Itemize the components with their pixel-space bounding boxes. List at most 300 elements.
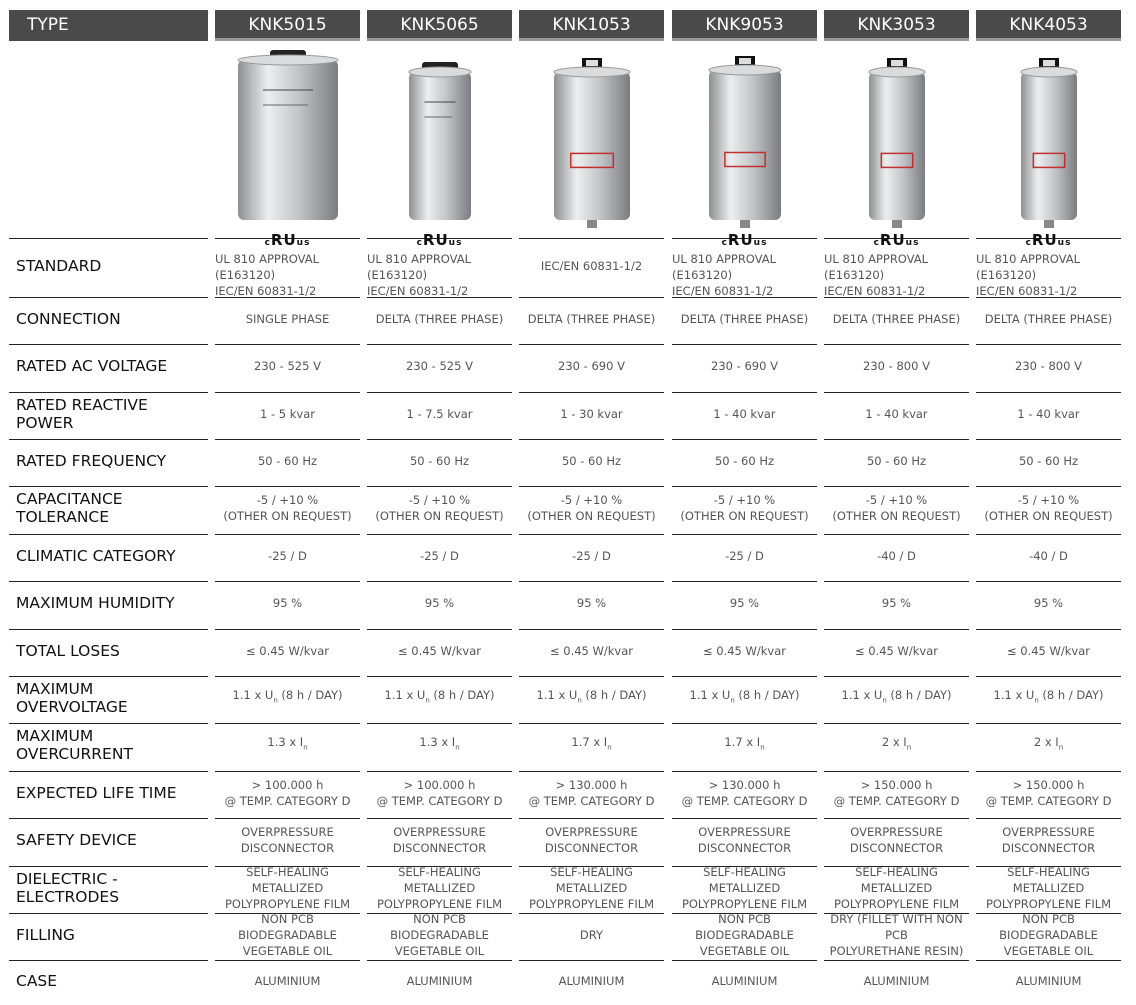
- value-cell: [824, 486, 969, 529]
- value-cell: [824, 629, 969, 671]
- value-cell: [367, 818, 512, 861]
- ul-certification-mark: [265, 232, 311, 251]
- cell-line: > 130.000 h: [708, 777, 781, 792]
- product-image: [976, 48, 1121, 228]
- subscript: n: [1034, 696, 1039, 705]
- subscript: n: [760, 743, 765, 752]
- value-cell: [976, 581, 1121, 624]
- value-cell: [824, 864, 969, 911]
- value-suffix: (8 h / DAY): [886, 687, 952, 702]
- ul-mark-us: us: [448, 238, 463, 248]
- cell-line: ALUMINIUM: [711, 973, 778, 988]
- value-cell: [519, 344, 664, 387]
- value-cell: [215, 439, 360, 481]
- value-cell: [519, 818, 664, 861]
- cell-line: ≤ 0.45 W/kvar: [245, 643, 330, 658]
- capacitor-image: [549, 48, 635, 228]
- cell-line: UL 810 APPROVAL (E163120): [215, 252, 320, 282]
- value-cell: [672, 771, 817, 813]
- row-label: CAPACITANCE TOLERANCE: [9, 486, 208, 529]
- row-label: MAXIMUM HUMIDITY: [9, 581, 208, 624]
- value-cell: [976, 534, 1121, 576]
- value-cell: [519, 439, 664, 481]
- cell-line: UL 810 APPROVAL (E163120): [824, 252, 929, 282]
- cell-line: -5 / +10 %: [865, 493, 928, 507]
- value-cell: [215, 486, 360, 529]
- cell-line: POLYPROPYLENE FILM: [376, 896, 503, 911]
- value-cell: [367, 676, 512, 718]
- ul-certification-mark: [417, 232, 463, 251]
- cell-line: [882, 734, 911, 755]
- value-cell: [519, 913, 664, 955]
- cell-line: > 100.000 h: [251, 777, 324, 792]
- cell-line: SELF-HEALING METALLIZED: [550, 864, 633, 895]
- cell-line: 95 %: [424, 596, 455, 610]
- cell-line: 50 - 60 Hz: [866, 453, 927, 468]
- cell-line: ALUMINIUM: [558, 973, 625, 988]
- subscript: n: [303, 743, 308, 752]
- value-suffix: (8 h / DAY): [581, 687, 647, 702]
- cell-line: @ TEMP. CATEGORY D: [985, 793, 1112, 808]
- cell-line: VEGETABLE OIL: [699, 943, 790, 958]
- cell-line: (OTHER ON REQUEST): [527, 509, 656, 523]
- cell-line: (OTHER ON REQUEST): [223, 509, 352, 523]
- cell-line: NON PCB BIODEGRADABLE: [695, 911, 794, 942]
- value-cell: [976, 771, 1121, 813]
- ul-mark-ru: RU: [1031, 231, 1058, 249]
- value-cell: [672, 439, 817, 481]
- cell-line: ≤ 0.45 W/kvar: [702, 643, 787, 658]
- cell-line: OVERPRESSURE: [698, 825, 791, 839]
- cell-line: @ TEMP. CATEGORY D: [376, 793, 503, 808]
- value-cell: [215, 676, 360, 718]
- value-text: 1.1 x U: [232, 687, 274, 702]
- ul-mark-c: c: [264, 238, 271, 248]
- subscript: n: [607, 743, 612, 752]
- ul-mark-ru: RU: [879, 231, 906, 249]
- cell-line: IEC/EN 60831-1/2: [367, 284, 469, 298]
- cell-line: DELTA (THREE PHASE): [832, 311, 961, 326]
- value-cell: [367, 344, 512, 387]
- value-cell: [367, 581, 512, 624]
- cell-line: -25 / D: [725, 548, 764, 563]
- value-text: 1.1 x U: [384, 687, 426, 702]
- cell-line: [724, 734, 764, 755]
- cell-line: OVERPRESSURE: [393, 825, 486, 839]
- cell-line: DISCONNECTOR: [392, 841, 487, 855]
- value-cell: [672, 344, 817, 387]
- cell-line: 50 - 60 Hz: [714, 453, 775, 468]
- capacitor-image: [404, 48, 476, 228]
- value-cell: [672, 864, 817, 911]
- value-cell: [824, 818, 969, 861]
- row-label: STANDARD: [9, 238, 208, 292]
- cell-line: 50 - 60 Hz: [1018, 453, 1079, 468]
- row-label: RATED AC VOLTAGE: [9, 344, 208, 387]
- row-label: FILLING: [9, 913, 208, 955]
- value-cell: [519, 392, 664, 434]
- cell-line: 230 - 690 V: [711, 359, 778, 373]
- cell-line: -5 / +10 %: [560, 493, 623, 507]
- value-cell: [824, 534, 969, 576]
- subscript: n: [1058, 743, 1064, 752]
- row-label: DIELECTRIC - ELECTRODES: [9, 866, 208, 908]
- row-label: MAXIMUM OVERVOLTAGE: [9, 676, 208, 718]
- cell-line: SINGLE PHASE: [245, 311, 330, 326]
- cell-line: 1 - 40 kvar: [713, 406, 776, 421]
- value-suffix: (8 h / DAY): [734, 687, 800, 702]
- value-cell: [976, 439, 1121, 481]
- cell-line: DRY: [579, 927, 604, 942]
- value-cell: [215, 960, 360, 1000]
- standard-cell: [976, 231, 1121, 298]
- value-text: 1.1 x U: [536, 687, 578, 702]
- value-cell: [672, 581, 817, 624]
- value-cell: [976, 629, 1121, 671]
- value-cell: [367, 771, 512, 813]
- cell-line: ALUMINIUM: [254, 973, 321, 988]
- value-text: 1.3 x I: [267, 735, 304, 750]
- value-cell: [215, 723, 360, 766]
- cell-line: UL 810 APPROVAL (E163120): [367, 252, 472, 282]
- product-image: [672, 48, 817, 228]
- value-cell: [672, 723, 817, 766]
- value-cell: [824, 723, 969, 766]
- cell-line: @ TEMP. CATEGORY D: [833, 793, 960, 808]
- row-label: CASE: [9, 960, 208, 1000]
- subscript: n: [882, 696, 887, 705]
- cell-line: > 130.000 h: [555, 777, 628, 792]
- value-cell: [519, 534, 664, 576]
- cell-line: > 100.000 h: [403, 777, 476, 792]
- row-label: CLIMATIC CATEGORY: [9, 534, 208, 576]
- cell-line: POLYPROPYLENE FILM: [681, 896, 808, 911]
- value-cell: [824, 960, 969, 1000]
- cell-line: UL 810 APPROVAL (E163120): [672, 252, 777, 282]
- cell-line: [571, 734, 611, 755]
- cell-line: [537, 687, 647, 708]
- value-cell: [367, 392, 512, 434]
- cell-line: 95 %: [729, 596, 760, 610]
- cell-line: 230 - 800 V: [1015, 359, 1082, 373]
- value-cell: [215, 344, 360, 387]
- cell-line: ALUMINIUM: [406, 973, 473, 988]
- cell-line: > 150.000 h: [860, 777, 933, 792]
- cell-line: 95 %: [1033, 596, 1064, 610]
- value-cell: [215, 911, 360, 958]
- standard-cell: [367, 231, 512, 298]
- cell-line: NON PCB BIODEGRADABLE: [999, 911, 1098, 942]
- cell-line: -25 / D: [572, 548, 611, 563]
- type-header: TYPE: [9, 10, 208, 41]
- cell-line: 1 - 7.5 kvar: [406, 406, 473, 421]
- cell-line: 1 - 40 kvar: [865, 406, 928, 421]
- value-cell: [519, 771, 664, 813]
- value-cell: [672, 392, 817, 434]
- product-header: KNK5065: [367, 10, 512, 41]
- cell-line: (OTHER ON REQUEST): [680, 509, 809, 523]
- product-image: [367, 48, 512, 228]
- value-cell: [672, 676, 817, 718]
- value-cell: [519, 629, 664, 671]
- cell-line: -25 / D: [268, 548, 307, 563]
- cell-line: @ TEMP. CATEGORY D: [528, 793, 655, 808]
- cell-line: DISCONNECTOR: [544, 841, 639, 855]
- product-image: [215, 48, 360, 228]
- row-label: SAFETY DEVICE: [9, 818, 208, 861]
- ul-mark-us: us: [753, 238, 768, 248]
- cell-line: -5 / +10 %: [256, 493, 319, 507]
- cell-line: IEC/EN 60831-1/2: [215, 284, 317, 298]
- cell-line: 230 - 690 V: [558, 359, 625, 373]
- row-label: CONNECTION: [9, 297, 208, 339]
- cell-line: VEGETABLE OIL: [394, 943, 485, 958]
- cell-line: (OTHER ON REQUEST): [375, 509, 504, 523]
- product-image: [824, 48, 969, 228]
- value-cell: [976, 392, 1121, 434]
- row-label: RATED REACTIVE POWER: [9, 392, 208, 434]
- cell-line: -40 / D: [877, 548, 916, 563]
- value-text: 1.7 x I: [724, 735, 761, 750]
- cell-line: 95 %: [272, 596, 303, 610]
- ul-mark-us: us: [905, 238, 920, 248]
- value-cell: [215, 771, 360, 813]
- value-cell: [976, 911, 1121, 958]
- cell-line: [994, 687, 1104, 708]
- cell-line: OVERPRESSURE: [545, 825, 638, 839]
- cell-line: DISCONNECTOR: [849, 841, 944, 855]
- value-cell: [824, 344, 969, 387]
- value-cell: [976, 344, 1121, 387]
- cell-line: VEGETABLE OIL: [242, 943, 333, 958]
- cell-line: > 150.000 h: [1012, 777, 1085, 792]
- cell-line: DELTA (THREE PHASE): [527, 311, 656, 326]
- value-cell: [672, 486, 817, 529]
- ul-mark-us: us: [296, 238, 311, 248]
- value-suffix: (8 h / DAY): [277, 687, 343, 702]
- product-header: KNK4053: [976, 10, 1121, 41]
- subscript: n: [455, 743, 460, 752]
- ul-certification-mark: [1026, 232, 1072, 251]
- cell-line: SELF-HEALING METALLIZED: [246, 864, 329, 895]
- cell-line: 1 - 40 kvar: [1017, 406, 1080, 421]
- row-label: MAXIMUM OVERCURRENT: [9, 723, 208, 766]
- cell-line: -25 / D: [420, 548, 459, 563]
- value-cell: [215, 629, 360, 671]
- cell-line: -5 / +10 %: [408, 493, 471, 507]
- cell-line: POLYURETHANE RESIN): [829, 943, 964, 958]
- cell-line: SELF-HEALING METALLIZED: [1007, 864, 1090, 895]
- cell-line: POLYPROPYLENE FILM: [833, 896, 960, 911]
- cell-line: -5 / +10 %: [713, 493, 776, 507]
- cell-line: [385, 687, 495, 708]
- value-cell: [672, 911, 817, 958]
- value-cell: [824, 297, 969, 339]
- value-text: 1.1 x U: [841, 687, 883, 702]
- cell-line: [1034, 734, 1063, 755]
- cell-line: IEC/EN 60831-1/2: [540, 258, 643, 273]
- value-cell: [824, 439, 969, 481]
- product-header: KNK1053: [519, 10, 664, 41]
- cell-line: DISCONNECTOR: [697, 841, 792, 855]
- value-cell: [672, 297, 817, 339]
- subscript: n: [906, 743, 912, 752]
- subscript: n: [730, 696, 735, 705]
- value-cell: [367, 629, 512, 671]
- cell-line: 1 - 5 kvar: [260, 406, 315, 421]
- cell-line: @ TEMP. CATEGORY D: [681, 793, 808, 808]
- cell-line: [419, 734, 459, 755]
- value-cell: [976, 960, 1121, 1000]
- subscript: n: [577, 696, 582, 705]
- standard-cell: [672, 231, 817, 298]
- ul-mark-c: c: [1025, 238, 1032, 248]
- cell-line: OVERPRESSURE: [850, 825, 943, 839]
- cell-line: (OTHER ON REQUEST): [832, 509, 961, 523]
- value-cell: [367, 723, 512, 766]
- value-cell: [367, 960, 512, 1000]
- cell-line: ALUMINIUM: [863, 973, 930, 988]
- value-cell: [824, 771, 969, 813]
- value-text: 2 x I: [881, 735, 907, 750]
- cell-line: OVERPRESSURE: [1002, 825, 1095, 839]
- capacitor-image: [1016, 48, 1082, 228]
- standard-cell: [824, 231, 969, 298]
- capacitor-image: [864, 48, 930, 228]
- cell-line: DELTA (THREE PHASE): [984, 311, 1113, 326]
- product-header: KNK3053: [824, 10, 969, 41]
- ul-certification-mark: [722, 232, 768, 251]
- ul-mark-c: c: [416, 238, 423, 248]
- value-cell: [215, 392, 360, 434]
- value-cell: [215, 297, 360, 339]
- value-cell: [824, 676, 969, 718]
- value-cell: [519, 960, 664, 1000]
- cell-line: IEC/EN 60831-1/2: [672, 284, 774, 298]
- cell-line: IEC/EN 60831-1/2: [824, 284, 926, 298]
- cell-line: VEGETABLE OIL: [1003, 943, 1094, 958]
- value-cell: [519, 486, 664, 529]
- cell-line: DISCONNECTOR: [240, 841, 335, 855]
- product-header: KNK5015: [215, 10, 360, 41]
- cell-line: ≤ 0.45 W/kvar: [854, 643, 939, 658]
- cell-line: POLYPROPYLENE FILM: [224, 896, 351, 911]
- subscript: n: [425, 696, 430, 705]
- cell-line: 50 - 60 Hz: [561, 453, 622, 468]
- cell-line: @ TEMP. CATEGORY D: [224, 793, 351, 808]
- value-cell: [976, 864, 1121, 911]
- value-cell: [519, 723, 664, 766]
- cell-line: -5 / +10 %: [1017, 493, 1080, 507]
- cell-line: 95 %: [576, 596, 607, 610]
- value-cell: [367, 439, 512, 481]
- value-cell: [367, 486, 512, 529]
- cell-line: SELF-HEALING METALLIZED: [398, 864, 481, 895]
- cell-line: 230 - 800 V: [863, 359, 930, 373]
- value-cell: [672, 818, 817, 861]
- value-cell: [519, 297, 664, 339]
- value-cell: [519, 676, 664, 718]
- ul-mark-c: c: [873, 238, 880, 248]
- value-cell: [824, 911, 969, 958]
- product-header: KNK9053: [672, 10, 817, 41]
- value-cell: [367, 864, 512, 911]
- value-cell: [215, 864, 360, 911]
- ul-mark-ru: RU: [270, 231, 297, 249]
- value-text: 1.1 x U: [993, 687, 1035, 702]
- cell-line: ALUMINIUM: [1015, 973, 1082, 988]
- value-cell: [215, 581, 360, 624]
- standard-cell: [215, 231, 360, 298]
- value-cell: [367, 297, 512, 339]
- cell-line: -40 / D: [1029, 548, 1068, 563]
- value-cell: [976, 723, 1121, 766]
- value-cell: [976, 818, 1121, 861]
- value-text: 2 x I: [1033, 735, 1059, 750]
- cell-line: [842, 687, 952, 708]
- value-cell: [215, 534, 360, 576]
- value-cell: [672, 629, 817, 671]
- value-text: 1.1 x U: [689, 687, 731, 702]
- cell-line: 230 - 525 V: [254, 359, 321, 373]
- row-label: EXPECTED LIFE TIME: [9, 771, 208, 813]
- value-cell: [519, 581, 664, 624]
- ul-mark-us: us: [1057, 238, 1072, 248]
- value-suffix: (8 h / DAY): [429, 687, 495, 702]
- value-text: 1.3 x I: [419, 735, 456, 750]
- cell-line: DISCONNECTOR: [1001, 841, 1096, 855]
- cell-line: OVERPRESSURE: [241, 825, 334, 839]
- value-cell: [672, 534, 817, 576]
- value-cell: [976, 676, 1121, 718]
- cell-line: 95 %: [881, 596, 912, 610]
- cell-line: SELF-HEALING METALLIZED: [703, 864, 786, 895]
- cell-line: (OTHER ON REQUEST): [984, 509, 1113, 523]
- cell-line: DRY (FILLET WITH NON PCB: [830, 911, 963, 942]
- value-cell: [519, 864, 664, 911]
- cell-line: [267, 734, 307, 755]
- cell-line: UL 810 APPROVAL (E163120): [976, 252, 1081, 282]
- ul-mark-ru: RU: [727, 231, 754, 249]
- value-cell: [824, 581, 969, 624]
- cell-line: 50 - 60 Hz: [409, 453, 470, 468]
- ul-mark-c: c: [721, 238, 728, 248]
- value-cell: [976, 486, 1121, 529]
- row-label: RATED FREQUENCY: [9, 439, 208, 481]
- value-text: 1.7 x I: [571, 735, 608, 750]
- cell-line: ≤ 0.45 W/kvar: [1006, 643, 1091, 658]
- product-image: [519, 48, 664, 228]
- cell-line: 50 - 60 Hz: [257, 453, 318, 468]
- capacitor-image: [704, 48, 786, 228]
- subscript: n: [273, 696, 278, 705]
- cell-line: 230 - 525 V: [406, 359, 473, 373]
- cell-line: [690, 687, 800, 708]
- value-suffix: (8 h / DAY): [1038, 687, 1104, 702]
- cell-line: ≤ 0.45 W/kvar: [549, 643, 634, 658]
- row-label: TOTAL LOSES: [9, 629, 208, 671]
- ul-certification-mark: [874, 232, 920, 251]
- cell-line: [233, 687, 343, 708]
- cell-line: IEC/EN 60831-1/2: [976, 284, 1078, 298]
- cell-line: DELTA (THREE PHASE): [680, 311, 809, 326]
- cell-line: ≤ 0.45 W/kvar: [397, 643, 482, 658]
- ul-mark-ru: RU: [422, 231, 449, 249]
- value-cell: [976, 297, 1121, 339]
- value-cell: [672, 960, 817, 1000]
- cell-line: SELF-HEALING METALLIZED: [855, 864, 938, 895]
- cell-line: 1 - 30 kvar: [560, 406, 623, 421]
